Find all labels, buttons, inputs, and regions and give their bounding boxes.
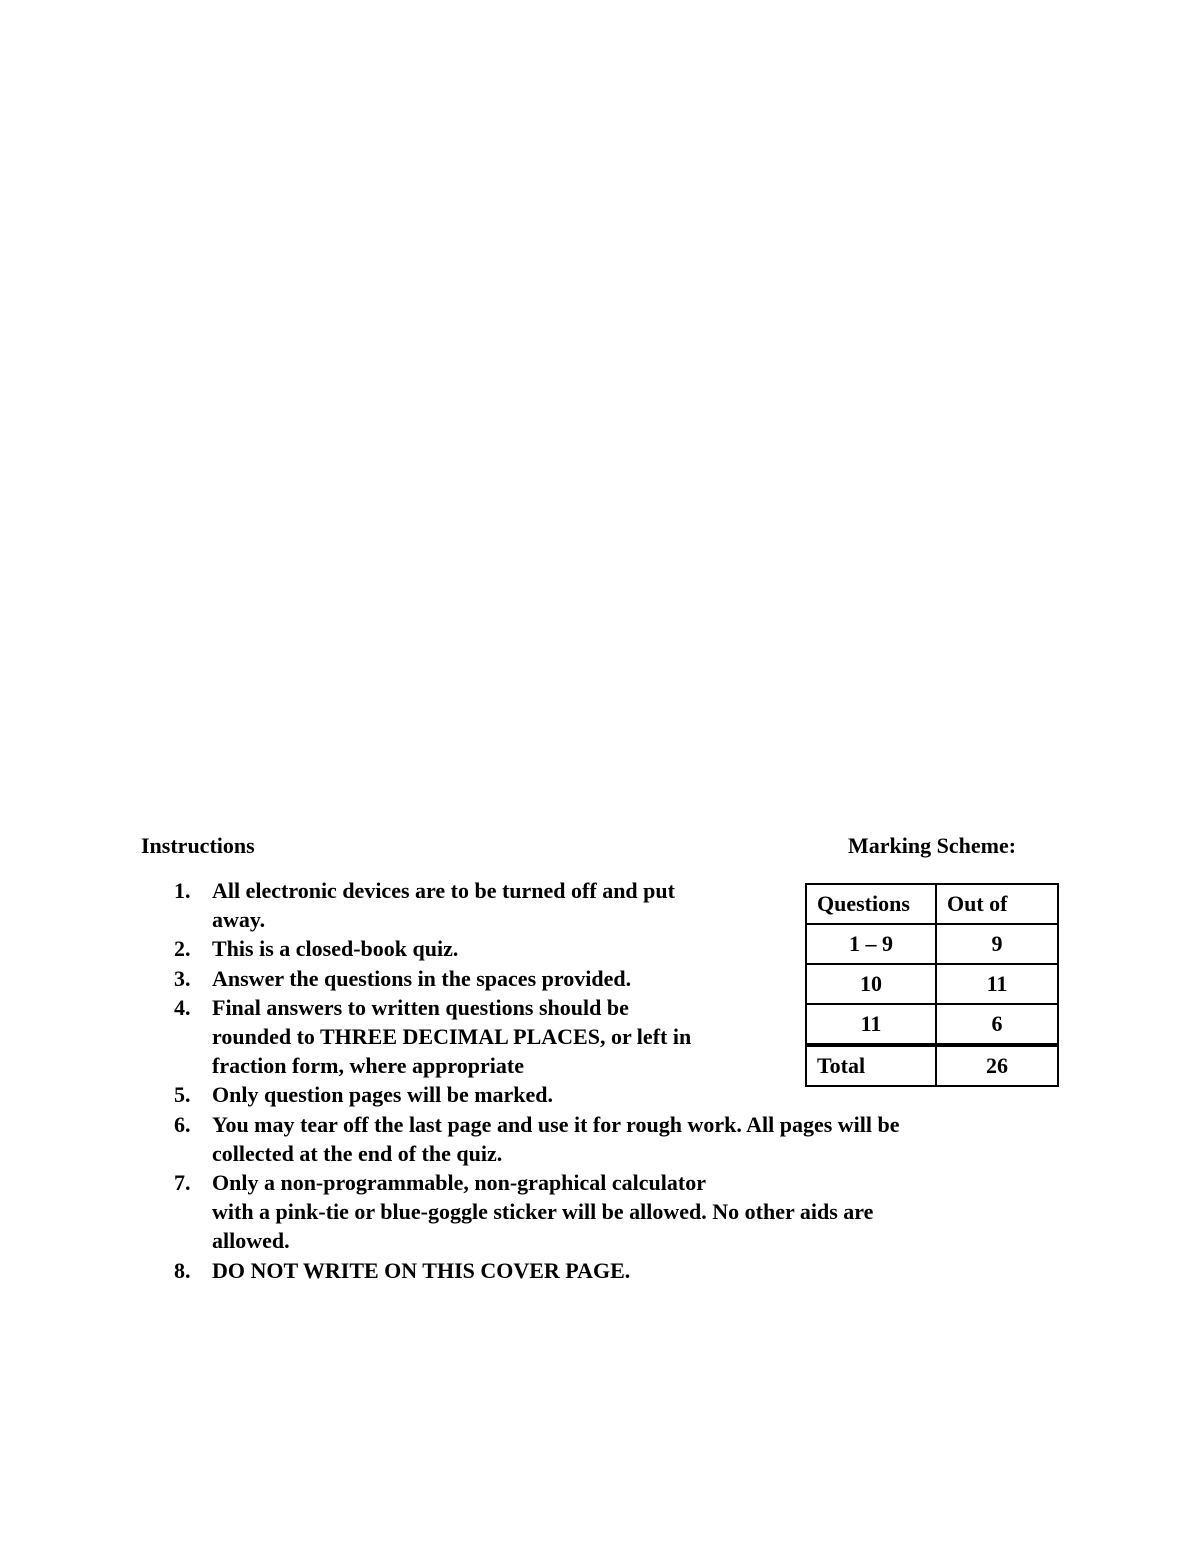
item-text: Final answers to written questions should be <box>212 994 629 1020</box>
questions-cell: 10 <box>806 964 936 1004</box>
item-text: Only a non-programmable, non-graphical calculator <box>212 1170 706 1196</box>
item-text: allowed. <box>212 1228 290 1254</box>
item-number: 1. <box>174 878 191 903</box>
item-number: 3. <box>174 965 191 991</box>
item-number: 8. <box>174 1257 191 1283</box>
instruction-item-8 <box>174 1256 900 1285</box>
total-label: Total <box>806 1045 936 1086</box>
table-row <box>806 1004 1058 1045</box>
item-number: 2. <box>174 936 191 962</box>
item-number: 4. <box>174 994 191 1020</box>
out-of-cell: 9 <box>936 924 1058 964</box>
instruction-item-2 <box>174 934 900 963</box>
instruction-item-7 <box>174 1168 900 1256</box>
item-text: All electronic devices are to be turned off and put <box>212 878 675 903</box>
item-text: collected at the end of the quiz. <box>212 1140 503 1166</box>
marking-scheme-heading: Marking Scheme: <box>848 833 1017 858</box>
instructions-heading: Instructions <box>141 833 255 858</box>
item-text: away. <box>212 907 266 933</box>
item-text: with a pink-tie or blue-goggle sticker will be allowed. No other aids are <box>212 1199 874 1225</box>
item-text: Answer the questions in the spaces provided. <box>212 965 632 991</box>
instruction-list <box>174 876 900 1285</box>
table-row <box>806 964 1058 1004</box>
table-header-row <box>806 884 1058 924</box>
table-total-row <box>806 1045 1058 1086</box>
item-text: You may tear off the last page and use it for rough work. All pages will be <box>212 1111 900 1137</box>
item-text: Only question pages will be marked. <box>212 1082 554 1108</box>
item-number: 7. <box>174 1170 191 1196</box>
header-questions: Questions <box>806 884 936 924</box>
item-text: rounded to THREE DECIMAL PLACES, or left in <box>212 1024 692 1050</box>
out-of-cell: 6 <box>936 1004 1058 1045</box>
header-out-of: Out of <box>936 884 1058 924</box>
item-number: 6. <box>174 1111 191 1137</box>
questions-cell: 11 <box>806 1004 936 1045</box>
item-text: fraction form, where appropriate <box>212 1053 525 1079</box>
questions-cell: 1 – 9 <box>806 924 936 964</box>
instruction-item-4 <box>174 993 900 1081</box>
table-row <box>806 924 1058 964</box>
item-text: DO NOT WRITE ON THIS COVER PAGE. <box>212 1257 631 1283</box>
instruction-item-6 <box>174 1110 900 1168</box>
instruction-item-1 <box>174 876 900 934</box>
instruction-item-3 <box>174 964 900 993</box>
instruction-item-5 <box>174 1080 900 1109</box>
item-text: This is a closed-book quiz. <box>212 936 459 962</box>
total-value: 26 <box>936 1045 1058 1086</box>
item-number: 5. <box>174 1082 191 1108</box>
marking-scheme-table <box>805 883 1059 1087</box>
out-of-cell: 11 <box>936 964 1058 1004</box>
